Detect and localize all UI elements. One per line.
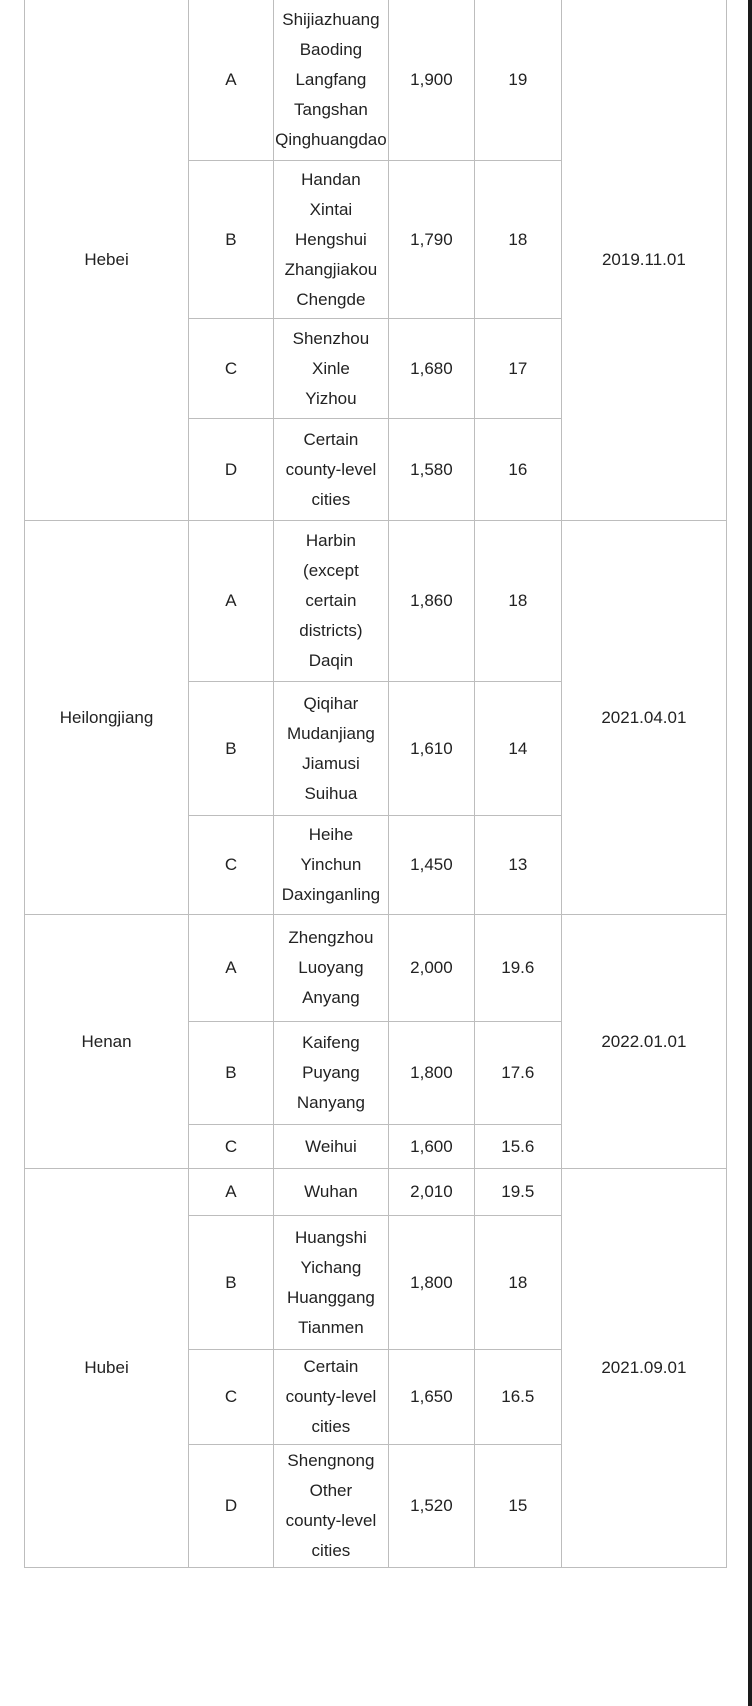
tier-cell: B: [189, 1022, 274, 1125]
hourly-wage-cell: 14: [474, 682, 561, 816]
place-name: county-level: [285, 1511, 377, 1530]
places-cell: [273, 1022, 388, 1125]
place-name: Jiamusi: [302, 753, 360, 773]
places-cell: [273, 1216, 388, 1350]
effective-date-cell: 2022.01.01: [561, 915, 726, 1169]
place-name: Weihui: [305, 1136, 357, 1156]
hourly-wage-cell: 15: [474, 1445, 561, 1568]
minimum-wage-table: [24, 0, 727, 1568]
place-name: Shenzhou: [292, 328, 370, 348]
place-name: Wuhan: [304, 1182, 358, 1201]
places-cell: [273, 161, 388, 319]
place-name: Xintai: [309, 199, 353, 219]
monthly-wage-cell: 1,450: [389, 816, 475, 915]
place-name: Certain: [303, 1357, 359, 1376]
monthly-wage-cell: 1,860: [389, 521, 475, 682]
place-name: Shijiazhuang: [282, 10, 380, 29]
province-cell: Hebei: [25, 0, 189, 521]
place-name: Handan: [301, 169, 361, 189]
place-name: Harbin: [305, 531, 356, 550]
places-cell: [273, 682, 388, 816]
place-name: Daqin: [308, 651, 354, 670]
tier-cell: B: [189, 682, 274, 816]
place-name: Baoding: [299, 40, 363, 59]
place-name: Puyang: [302, 1063, 360, 1082]
place-name: Certain: [303, 429, 359, 449]
monthly-wage-cell: 1,790: [389, 161, 475, 319]
tier-cell: D: [189, 419, 274, 521]
place-name: (except: [303, 561, 359, 580]
place-name: Tangshan: [294, 100, 368, 119]
monthly-wage-cell: 2,010: [389, 1169, 475, 1216]
place-name: Suihua: [304, 783, 358, 803]
place-name: Qiqihar: [303, 693, 359, 713]
places-cell: [273, 816, 388, 915]
table-row: [25, 915, 727, 1022]
place-name: Chengde: [296, 289, 366, 309]
place-name: Other: [309, 1481, 353, 1500]
tier-cell: A: [189, 521, 274, 682]
hourly-wage-cell: 13: [474, 816, 561, 915]
province-cell: Hubei: [25, 1169, 189, 1568]
tier-cell: A: [189, 1169, 274, 1216]
hourly-wage-cell: 19.6: [474, 915, 561, 1022]
monthly-wage-cell: 1,580: [389, 419, 475, 521]
province-cell: Heilongjiang: [25, 521, 189, 915]
place-name: Yinchun: [300, 855, 362, 874]
place-name: Zhangjiakou: [284, 259, 378, 279]
effective-date-cell: 2019.11.01: [561, 0, 726, 521]
hourly-wage-cell: 16.5: [474, 1350, 561, 1445]
monthly-wage-cell: 1,610: [389, 682, 475, 816]
hourly-wage-cell: 18: [474, 161, 561, 319]
tier-cell: A: [189, 0, 274, 161]
place-name: Yichang: [300, 1257, 362, 1277]
hourly-wage-cell: 18: [474, 1216, 561, 1350]
monthly-wage-cell: 1,600: [389, 1125, 475, 1169]
places-cell: [273, 1350, 388, 1445]
place-name: Daxinganling: [281, 885, 381, 904]
place-name: county-level: [285, 459, 377, 479]
place-name: Yizhou: [305, 388, 357, 408]
places-cell: [273, 521, 388, 682]
place-name: Langfang: [295, 70, 367, 89]
place-name: Mudanjiang: [286, 723, 375, 743]
places-cell: [273, 419, 388, 521]
monthly-wage-cell: 1,800: [389, 1216, 475, 1350]
place-name: districts): [299, 621, 363, 640]
place-name: Huangshi: [295, 1227, 367, 1247]
monthly-wage-cell: 1,800: [389, 1022, 475, 1125]
place-name: Hengshui: [295, 229, 367, 249]
place-name: Heihe: [308, 825, 354, 844]
hourly-wage-cell: 17.6: [474, 1022, 561, 1125]
effective-date-cell: 2021.04.01: [561, 521, 726, 915]
places-cell: [273, 1169, 388, 1216]
place-name: Shengnong: [287, 1451, 375, 1470]
tier-cell: A: [189, 915, 274, 1022]
places-cell: [273, 0, 388, 161]
hourly-wage-cell: 19.5: [474, 1169, 561, 1216]
monthly-wage-cell: 1,680: [389, 319, 475, 419]
monthly-wage-cell: 2,000: [389, 915, 475, 1022]
tier-cell: B: [189, 1216, 274, 1350]
places-cell: [273, 1445, 388, 1568]
place-name: Xinle: [312, 358, 350, 378]
place-name: Qinghuangdao: [275, 130, 387, 149]
place-name: Zhengzhou: [288, 928, 374, 947]
table-row: [25, 0, 727, 161]
tier-cell: D: [189, 1445, 274, 1568]
tier-cell: C: [189, 816, 274, 915]
tier-cell: C: [189, 1350, 274, 1445]
tier-cell: B: [189, 161, 274, 319]
monthly-wage-cell: 1,900: [389, 0, 475, 161]
table-row: [25, 1169, 727, 1216]
table-row: [25, 521, 727, 682]
place-name: Huanggang: [286, 1287, 375, 1307]
place-name: cities: [311, 1417, 351, 1436]
place-name: cities: [311, 489, 351, 509]
places-cell: [273, 1125, 388, 1169]
place-name: Luoyang: [298, 958, 364, 977]
places-cell: [273, 319, 388, 419]
tier-cell: C: [189, 319, 274, 419]
monthly-wage-cell: 1,650: [389, 1350, 475, 1445]
hourly-wage-cell: 19: [474, 0, 561, 161]
place-name: county-level: [285, 1387, 377, 1406]
province-cell: Henan: [25, 915, 189, 1169]
monthly-wage-cell: 1,520: [389, 1445, 475, 1568]
place-name: cities: [311, 1541, 351, 1560]
hourly-wage-cell: 16: [474, 419, 561, 521]
place-name: certain: [305, 591, 357, 610]
place-name: Tianmen: [298, 1317, 364, 1337]
places-cell: [273, 915, 388, 1022]
place-name: Anyang: [302, 988, 360, 1007]
tier-cell: C: [189, 1125, 274, 1169]
hourly-wage-cell: 18: [474, 521, 561, 682]
hourly-wage-cell: 17: [474, 319, 561, 419]
place-name: Nanyang: [296, 1093, 365, 1112]
effective-date-cell: 2021.09.01: [561, 1169, 726, 1568]
place-name: Kaifeng: [302, 1033, 360, 1052]
hourly-wage-cell: 15.6: [474, 1125, 561, 1169]
page-edge: [748, 0, 752, 1706]
